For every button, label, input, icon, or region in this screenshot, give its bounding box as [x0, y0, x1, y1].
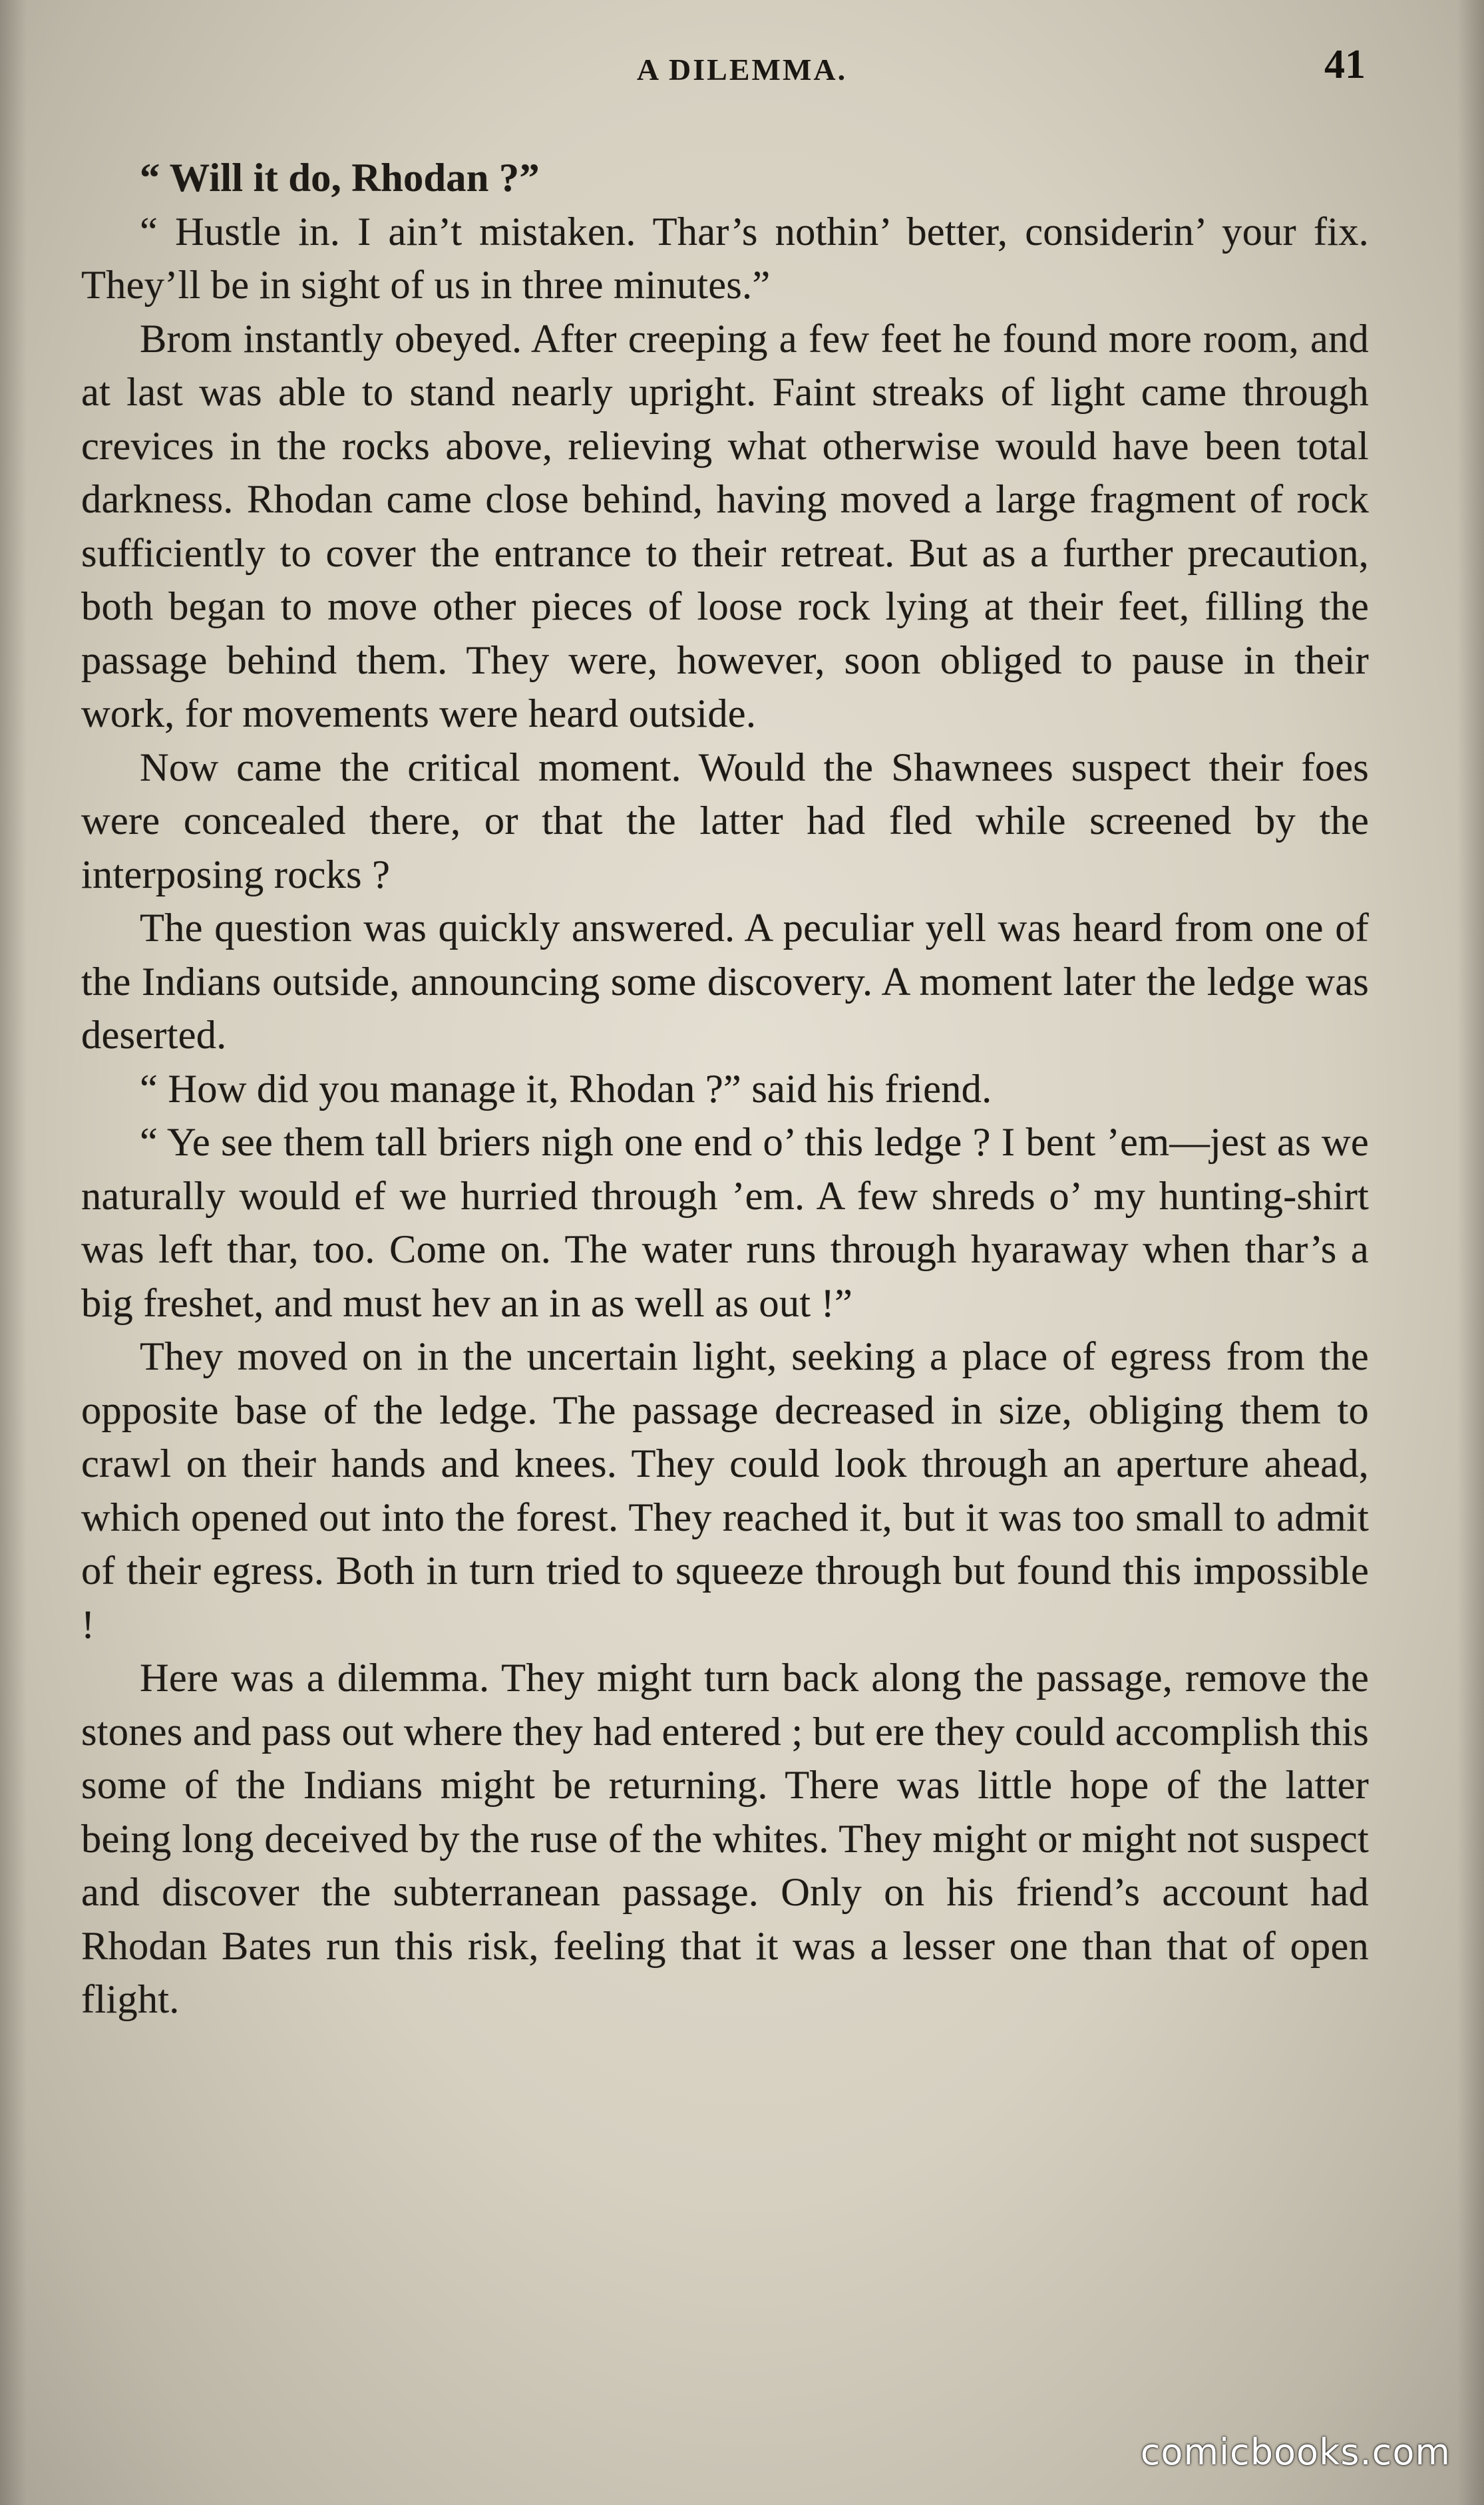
site-watermark: comicbooks.com [1140, 2431, 1451, 2473]
paragraph: Now came the critical moment. Would the Shawnees suspect their foes were concealed there, or that the latter had fled while screened by the interposing rocks ? [81, 745, 1369, 897]
paragraph: “ Hustle in. I ain’t mistaken. Thar’s nothin’ better, considerin’ your fix. They’ll be in sight of us in three minutes.” [81, 209, 1369, 307]
paragraph: They moved on in the uncertain light, seeking a place of egress from the opposite base of the ledge. The passage decreased in size, obliging them to crawl on their hands and knees. They could look through an aperture ahead, which opened out into the forest. They reached it, but it was too small to admit of their egress. Both in turn tried to squeeze through but found this impossible ! [81, 1334, 1369, 1647]
paragraph: “ Ye see them tall briers nigh one end o’ this ledge ? I bent ’em—jest as we naturally would ef we hurried through ’em. A few shreds o’ my hunting-shirt was left thar, too. Come on. The water runs through hyaraway when thar’s a big freshet, and must hev an in as well as out !” [81, 1120, 1369, 1326]
page-number: 41 [1324, 42, 1366, 87]
left-page-edge [0, 0, 27, 2505]
paragraph: The question was quickly answered. A peculiar yell was heard from one of the Indians outside, announcing some discovery. A moment later the ledge was deserted. [81, 906, 1369, 1058]
body-text [81, 152, 1369, 2027]
right-page-edge [1457, 0, 1484, 2505]
running-head: A DILEMMA. [636, 53, 848, 87]
paragraph: “ Will it do, Rhodan ?” [140, 156, 540, 200]
paragraph: “ How did you manage it, Rhodan ?” said his friend. [140, 1066, 992, 1111]
paragraph: Brom instantly obeyed. After creeping a few feet he found more room, and at last was able to stand nearly upright. Faint streaks of light came through crevices in the rocks above, relieving what otherwise would have been total darkness. Rhodan came close behind, having moved a large fragment of rock sufficiently to cover the entrance to their retreat. But as a further precaution, both began to move other pieces of loose rock lying at their feet, filling the passage behind them. They were, however, soon obliged to pause in their work, for movements were heard outside. [81, 316, 1369, 736]
paragraph: Here was a dilemma. They might turn back along the passage, remove the stones and pass out where they had entered ; but ere they could accomplish this some of the Indians might be returning. There was little hope of the latter being long deceived by the ruse of the whites. They might or might not suspect and discover the subterranean passage. Only on his friend’s account had Rhodan Bates run this risk, feeling that it was a lesser one than that of open flight. [81, 1656, 1369, 2022]
page-header [0, 41, 1484, 95]
